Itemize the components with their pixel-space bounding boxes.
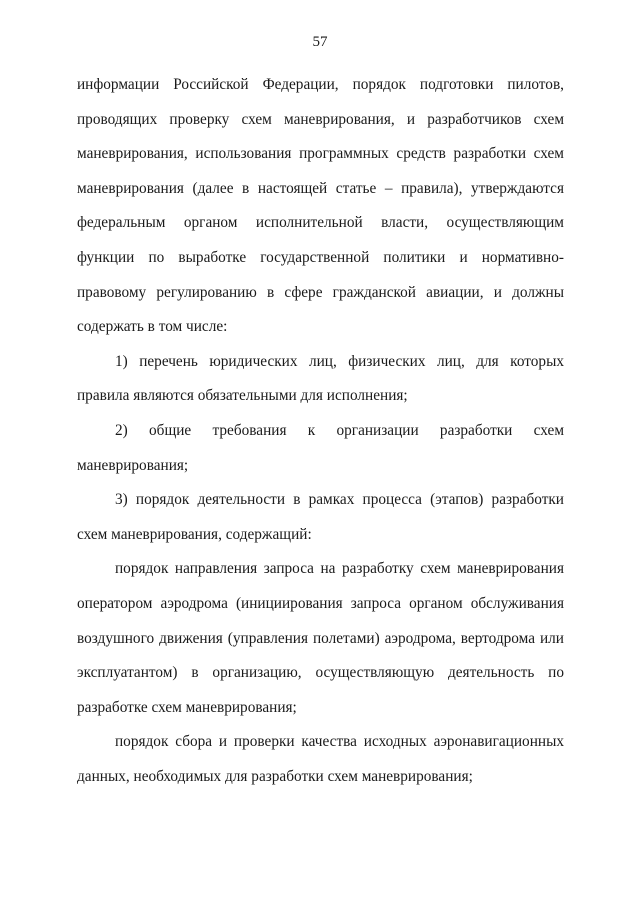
paragraph-item-3: 3) порядок деятельности в рамках процесса (этапов) разработки схем маневрирования, содержащий: — [77, 491, 564, 543]
paragraph-continuation: информации Российской Федерации, порядок подготовки пилотов, проводящих проверку схем маневрирования, и разработчиков схем маневрирования, использования программных средств разработки схем маневрирования (далее в настоящей статье – правила), утверждаются федеральным органом исполнительной власти, осуществляющим функции по выработке государственной политики и нормативно-правовому регулированию в сфере гражданской авиации, и должны содержать в том числе: — [77, 76, 564, 336]
paragraph-item-2: 2) общие требования к организации разработки схем маневрирования; — [77, 421, 564, 474]
document-body — [77, 68, 564, 794]
paragraph-item-1: 1) перечень юридических лиц, физических лиц, для которых правила являются обязательными для исполнения; — [77, 352, 564, 405]
page-number: 57 — [312, 34, 328, 50]
paragraph-data-collection: порядок сбора и проверки качества исходных аэронавигационных данных, необходимых для разработки схем маневрирования; — [77, 733, 564, 785]
paragraph-request-procedure: порядок направления запроса на разработку схем маневрирования оператором аэродрома (инициирования запроса органом обслуживания воздушного движения (управления полетами) аэродрома, вертодрома или эксплуатантом) в организацию, осуществляющую деятельность по разработке схем маневрирования; — [77, 560, 564, 716]
